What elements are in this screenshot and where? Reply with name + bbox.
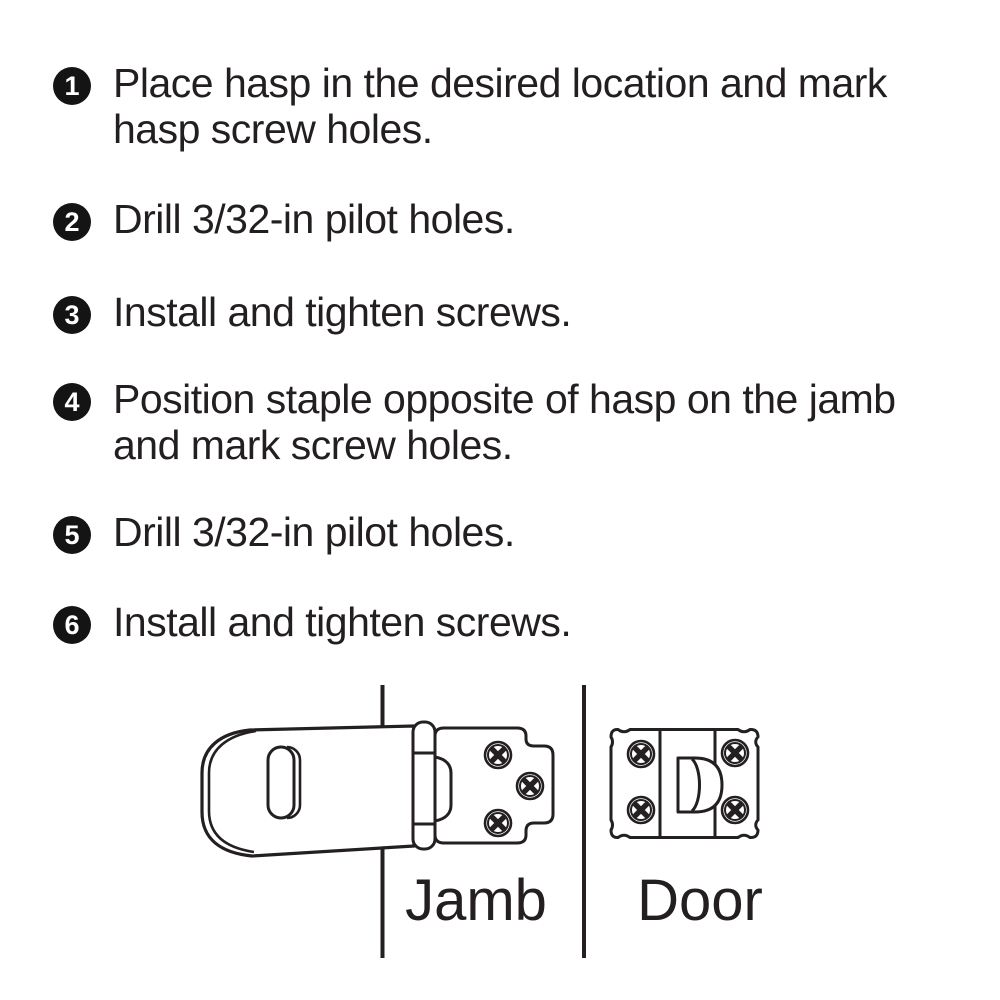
- screw-icon: [722, 797, 748, 823]
- screw-icon: [628, 741, 654, 767]
- step-number-badge: 3: [53, 296, 91, 334]
- hasp-slot: [268, 747, 294, 818]
- step-text-line: Position staple opposite of hasp on the jamb: [113, 376, 896, 422]
- step-text-line: hasp screw holes.: [113, 106, 433, 152]
- screw-icon: [485, 810, 511, 836]
- step-number-badge: 1: [53, 67, 91, 105]
- screw-icon: [722, 740, 748, 766]
- step-text-line: Install and tighten screws.: [113, 599, 572, 645]
- hinge-knuckle: [413, 722, 435, 849]
- step-number-badge: 5: [53, 516, 91, 554]
- jamb-label: Jamb: [405, 868, 547, 933]
- step-number-badge: 4: [53, 383, 91, 421]
- step-number-badge: 2: [53, 203, 91, 241]
- step-text-line: Install and tighten screws.: [113, 289, 572, 335]
- step-text-line: and mark screw holes.: [113, 422, 513, 468]
- step-number-badge: 6: [53, 606, 91, 644]
- screw-icon: [485, 742, 511, 768]
- screw-icon: [628, 797, 654, 823]
- screw-icon: [517, 773, 543, 799]
- step-text-line: Drill 3/32-in pilot holes.: [113, 509, 515, 555]
- hasp-strap: [202, 726, 414, 856]
- door-label: Door: [637, 868, 763, 933]
- hasp-assembly: [202, 722, 553, 856]
- step-text-line: Place hasp in the desired location and mark: [113, 60, 887, 106]
- staple-assembly: [611, 729, 758, 837]
- step-text-line: Drill 3/32-in pilot holes.: [113, 196, 515, 242]
